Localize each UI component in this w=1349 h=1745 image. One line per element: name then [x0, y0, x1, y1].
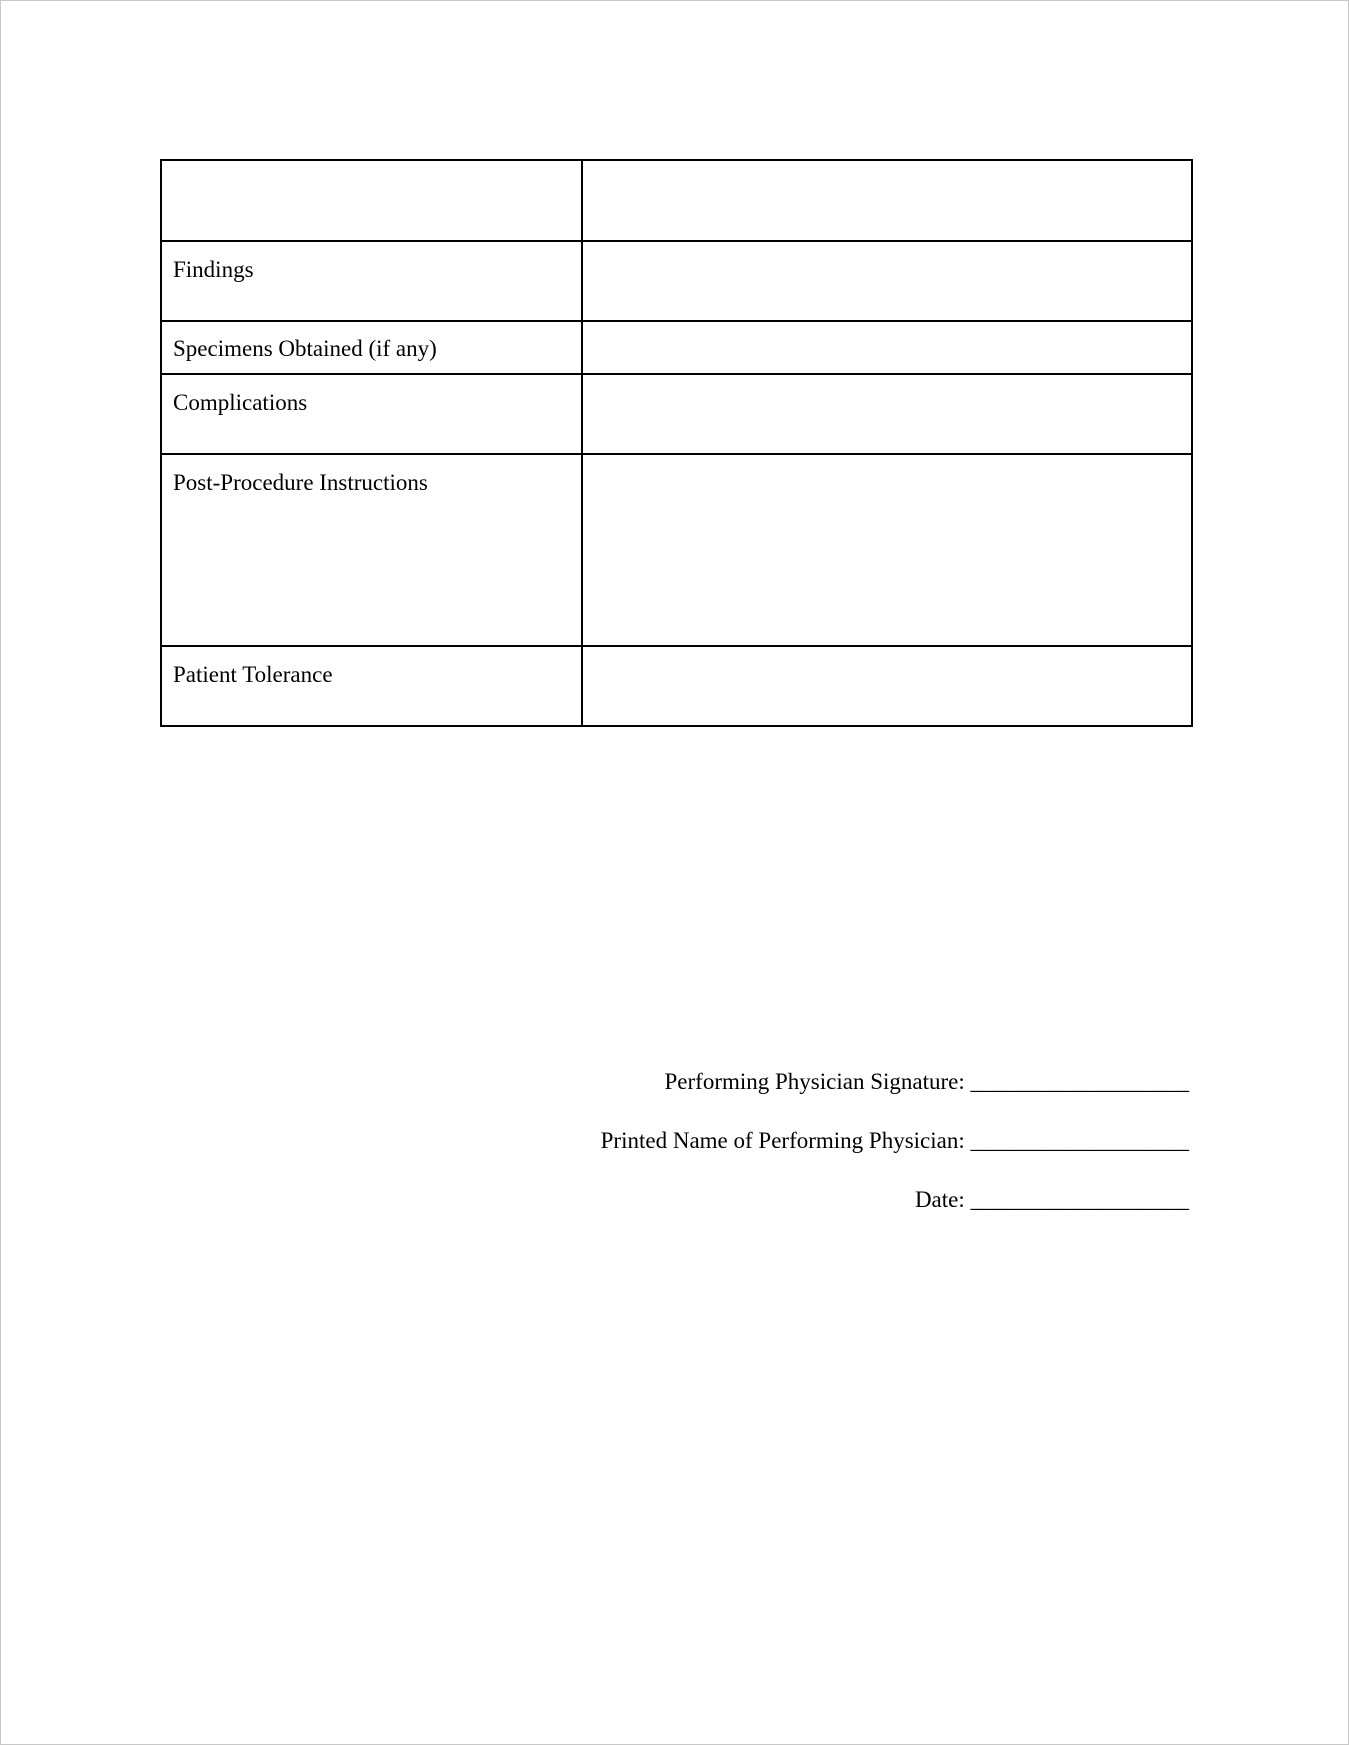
complications-value-cell[interactable]: [582, 374, 1192, 454]
patient-tolerance-value-cell[interactable]: [582, 646, 1192, 726]
findings-label: Findings: [161, 241, 582, 321]
table-row: [161, 454, 1192, 646]
specimens-label: Specimens Obtained (if any): [161, 321, 582, 374]
printed-name-line[interactable]: Printed Name of Performing Physician: ___________________: [600, 1128, 1189, 1153]
physician-signature-line[interactable]: Performing Physician Signature: ___________________: [664, 1069, 1189, 1094]
table-row: [161, 374, 1192, 454]
table-row: [161, 321, 1192, 374]
complications-label: Complications: [161, 374, 582, 454]
table-row: [161, 160, 1192, 241]
patient-tolerance-label: Patient Tolerance: [161, 646, 582, 726]
procedure-record-table: [160, 159, 1193, 727]
table-row: [161, 646, 1192, 726]
signature-block: [601, 1067, 1189, 1244]
post-procedure-instructions-label: Post-Procedure Instructions: [161, 454, 582, 646]
row-value-cell[interactable]: [582, 160, 1192, 241]
table-row: [161, 241, 1192, 321]
findings-value-cell[interactable]: [582, 241, 1192, 321]
specimens-value-cell[interactable]: [582, 321, 1192, 374]
post-procedure-instructions-value-cell[interactable]: [582, 454, 1192, 646]
row-label-cell: [161, 160, 582, 241]
date-line[interactable]: Date: ___________________: [914, 1187, 1189, 1212]
